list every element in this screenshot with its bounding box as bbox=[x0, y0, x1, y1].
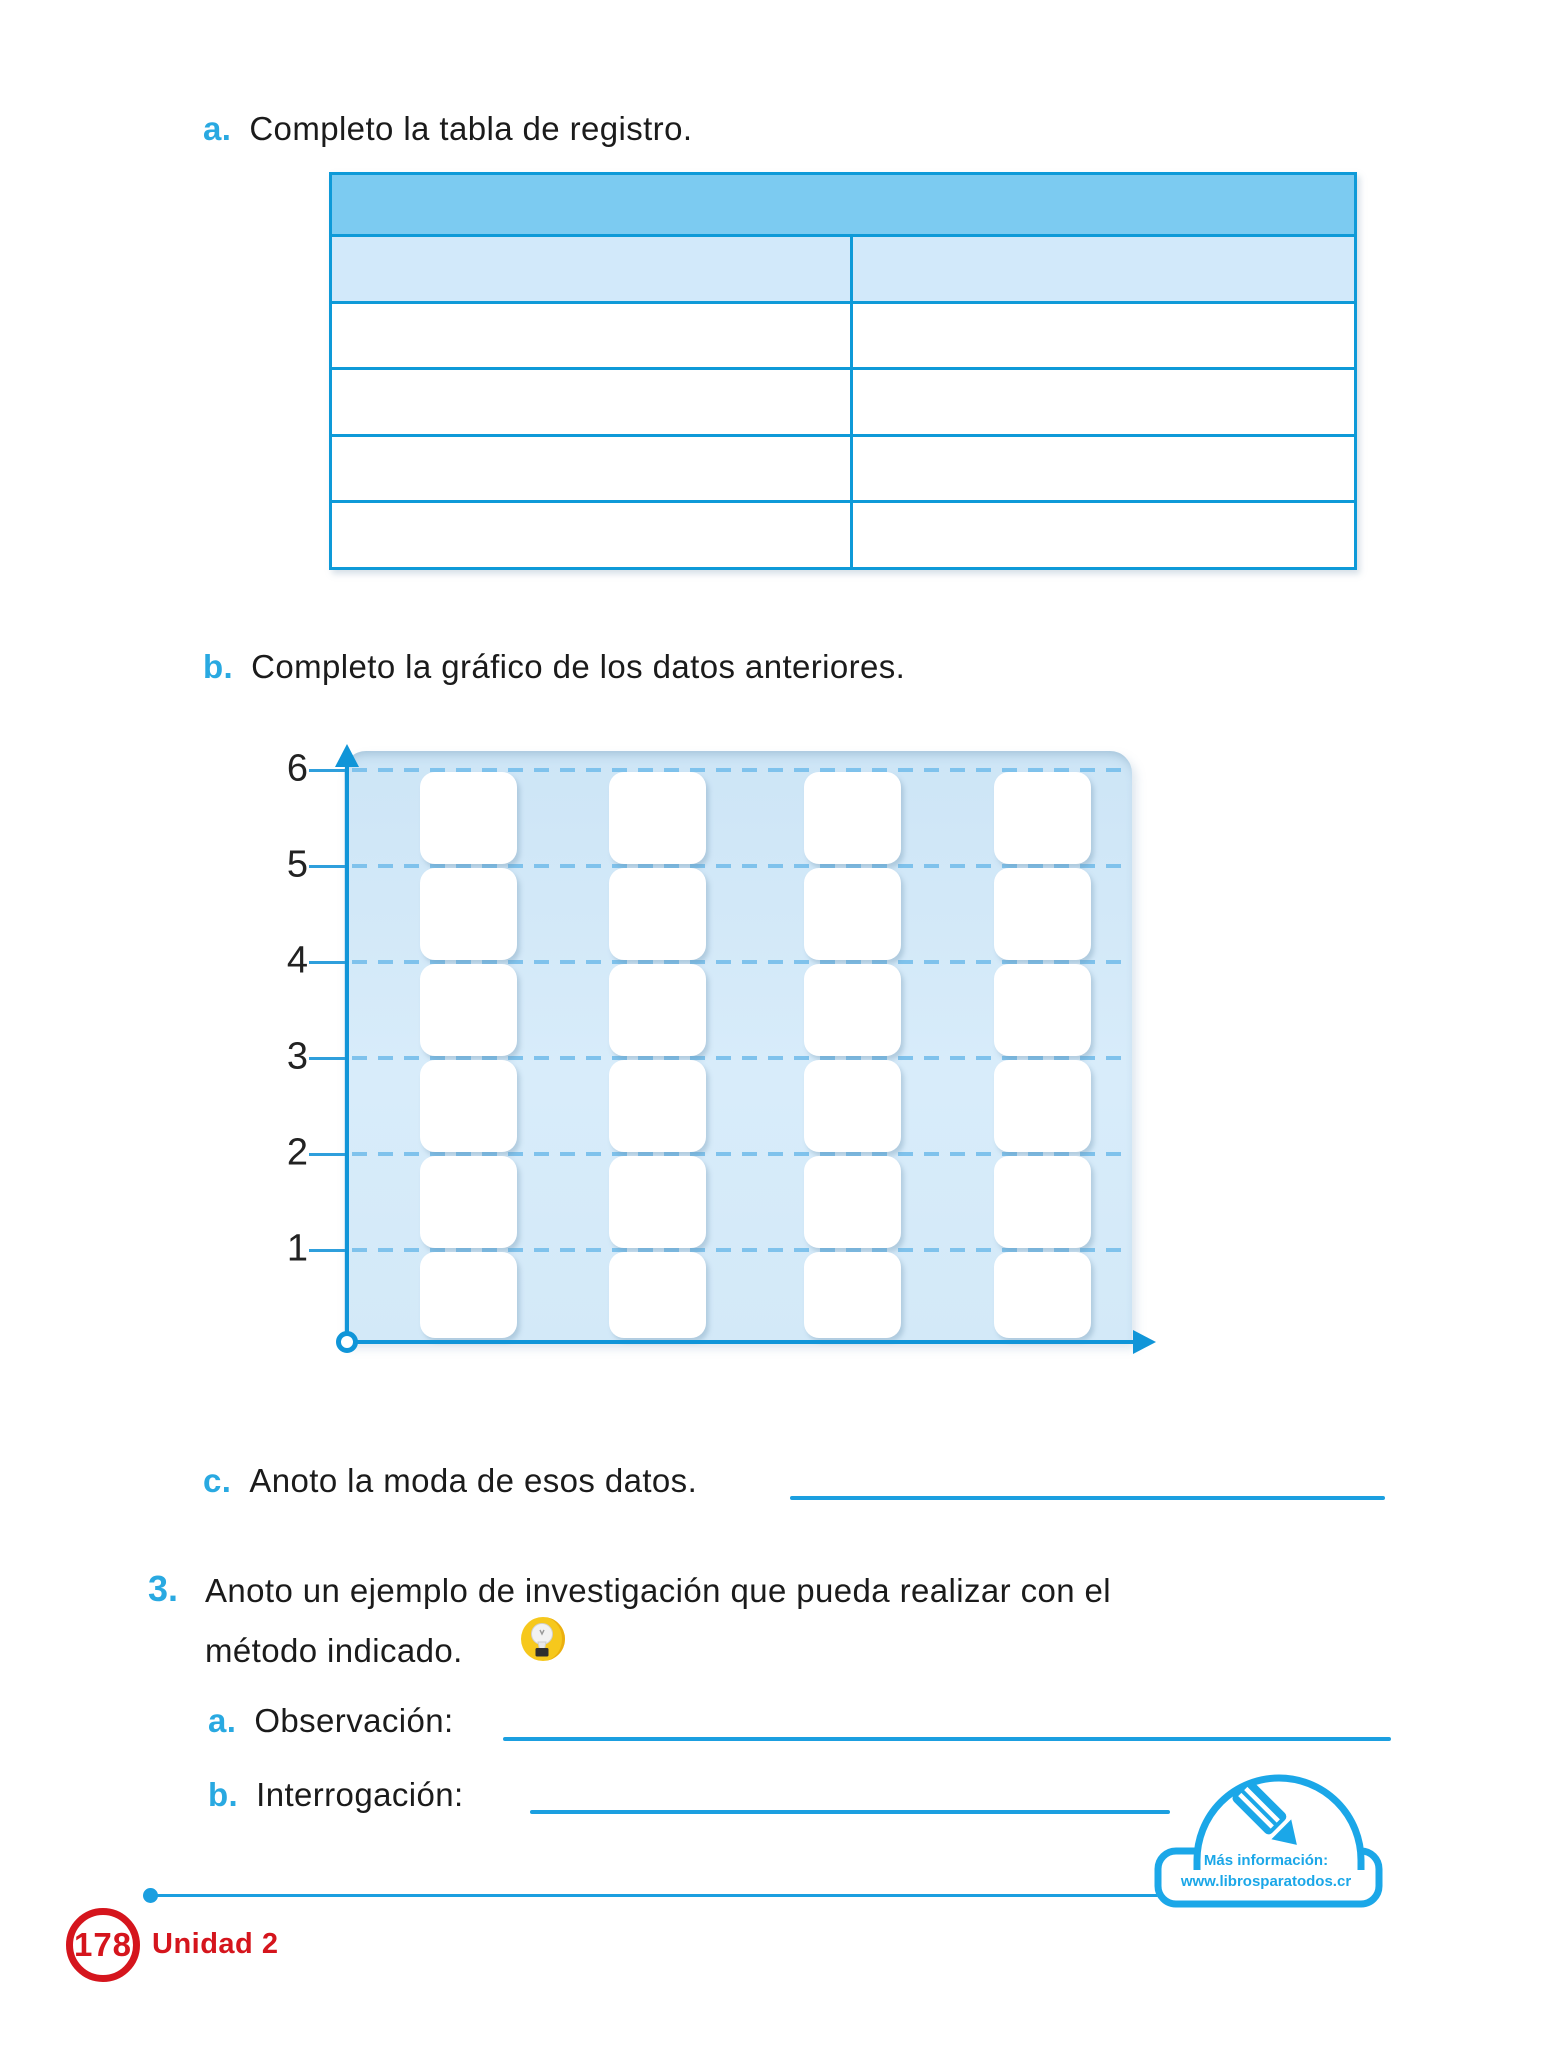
ytick-mark-4 bbox=[309, 961, 346, 964]
chart-slot-col2[interactable] bbox=[609, 1060, 706, 1152]
chart-slot-col2[interactable] bbox=[609, 1156, 706, 1248]
page-number-badge bbox=[66, 1908, 140, 1982]
table-cell[interactable] bbox=[853, 370, 1354, 434]
item-3b-label: b. bbox=[208, 1776, 239, 1813]
chart-slot-col1[interactable] bbox=[420, 868, 517, 960]
y-axis bbox=[345, 758, 349, 1344]
chart-slot-col2[interactable] bbox=[609, 1252, 706, 1338]
page-number: 178 bbox=[73, 1926, 133, 1963]
item-3a-label: a. bbox=[208, 1702, 237, 1739]
section-c-label: c. bbox=[203, 1462, 232, 1499]
chart-slot-col2[interactable] bbox=[609, 964, 706, 1056]
table-cell[interactable] bbox=[853, 503, 1354, 567]
footer-rule-dot-icon bbox=[143, 1888, 158, 1903]
info-badge[interactable] bbox=[1150, 1770, 1386, 1912]
item-3b-title: Interrogación: bbox=[256, 1776, 464, 1813]
chart-slot-col1[interactable] bbox=[420, 1060, 517, 1152]
table-cell[interactable] bbox=[853, 437, 1354, 501]
table-row bbox=[332, 370, 1354, 437]
unit-label: Unidad 2 bbox=[152, 1928, 279, 1960]
ytick-label: 5 bbox=[286, 843, 308, 886]
badge-line1: Más información: bbox=[1203, 1852, 1329, 1869]
ytick-label: 1 bbox=[286, 1227, 308, 1270]
chart-slot-col4[interactable] bbox=[994, 868, 1091, 960]
chart-slot-col1[interactable] bbox=[420, 1252, 517, 1338]
origin-point-icon bbox=[336, 1331, 358, 1353]
chart-slot-col2[interactable] bbox=[609, 772, 706, 864]
chart-slot-col4[interactable] bbox=[994, 964, 1091, 1056]
section-a-heading bbox=[203, 110, 692, 148]
item-3-label: 3. bbox=[148, 1568, 179, 1609]
section-c-title: Anoto la moda de esos datos. bbox=[249, 1462, 698, 1499]
section-b-heading bbox=[203, 648, 905, 686]
table-subheader-cell[interactable] bbox=[853, 237, 1354, 301]
table-cell[interactable] bbox=[332, 304, 853, 368]
table-cell[interactable] bbox=[332, 437, 853, 501]
chart-slot-col3[interactable] bbox=[804, 772, 901, 864]
lightbulb-icon bbox=[520, 1616, 566, 1662]
item-3-line2 bbox=[205, 1632, 463, 1670]
chart-slot-col1[interactable] bbox=[420, 964, 517, 1056]
table-cell[interactable] bbox=[853, 304, 1354, 368]
table-row bbox=[332, 503, 1354, 567]
x-axis-arrow-icon bbox=[1133, 1330, 1156, 1354]
table-header-cell[interactable] bbox=[332, 175, 1354, 234]
ytick-label: 2 bbox=[286, 1131, 308, 1174]
item-3-line1 bbox=[205, 1572, 1111, 1610]
x-axis bbox=[347, 1340, 1135, 1344]
chart-slot-col3[interactable] bbox=[804, 1156, 901, 1248]
item-3b-heading bbox=[208, 1776, 464, 1814]
ytick-mark-5 bbox=[309, 865, 346, 868]
item-3a-heading bbox=[208, 1702, 454, 1740]
ytick-mark-3 bbox=[309, 1057, 346, 1060]
footer-rule bbox=[150, 1894, 1270, 1897]
table-subheader-row bbox=[332, 237, 1354, 304]
y-axis-arrow-icon bbox=[335, 744, 359, 767]
ytick-label: 3 bbox=[286, 1035, 308, 1078]
chart-slot-col4[interactable] bbox=[994, 1156, 1091, 1248]
chart-slot-col3[interactable] bbox=[804, 1060, 901, 1152]
table-cell[interactable] bbox=[332, 503, 853, 567]
interrogacion-answer-line[interactable] bbox=[530, 1810, 1170, 1814]
chart-slot-col1[interactable] bbox=[420, 772, 517, 864]
badge-line2[interactable]: www.librosparatodos.cr bbox=[1180, 1873, 1352, 1890]
item-3a-title: Observación: bbox=[254, 1702, 454, 1739]
table-row bbox=[332, 437, 1354, 504]
ytick-mark-6 bbox=[309, 769, 346, 772]
section-b-label: b. bbox=[203, 648, 234, 685]
chart-slot-col3[interactable] bbox=[804, 1252, 901, 1338]
section-c-heading bbox=[203, 1462, 697, 1500]
item-3-text1: Anoto un ejemplo de investigación que pueda realizar con el bbox=[205, 1572, 1112, 1609]
chart-slot-col4[interactable] bbox=[994, 1060, 1091, 1152]
item-3-text2: método indicado. bbox=[205, 1632, 463, 1669]
chart-slot-col4[interactable] bbox=[994, 772, 1091, 864]
section-b-title: Completo la gráfico de los datos anteriores. bbox=[251, 648, 906, 685]
ytick-label: 4 bbox=[286, 939, 308, 982]
table-header-row[interactable] bbox=[332, 175, 1354, 237]
registro-table bbox=[329, 172, 1357, 570]
ytick-label: 6 bbox=[286, 747, 308, 790]
ytick-mark-2 bbox=[309, 1153, 346, 1156]
table-subheader-cell[interactable] bbox=[332, 237, 853, 301]
section-a-label: a. bbox=[203, 110, 232, 147]
chart-slot-col3[interactable] bbox=[804, 868, 901, 960]
moda-answer-line[interactable] bbox=[790, 1496, 1385, 1500]
chart-slot-col3[interactable] bbox=[804, 964, 901, 1056]
section-a-title: Completo la tabla de registro. bbox=[249, 110, 693, 147]
observacion-answer-line[interactable] bbox=[503, 1737, 1391, 1741]
table-row bbox=[332, 304, 1354, 371]
chart-slot-col2[interactable] bbox=[609, 868, 706, 960]
table-cell[interactable] bbox=[332, 370, 853, 434]
chart-slot-col4[interactable] bbox=[994, 1252, 1091, 1338]
chart-slot-col1[interactable] bbox=[420, 1156, 517, 1248]
ytick-mark-1 bbox=[309, 1249, 346, 1252]
